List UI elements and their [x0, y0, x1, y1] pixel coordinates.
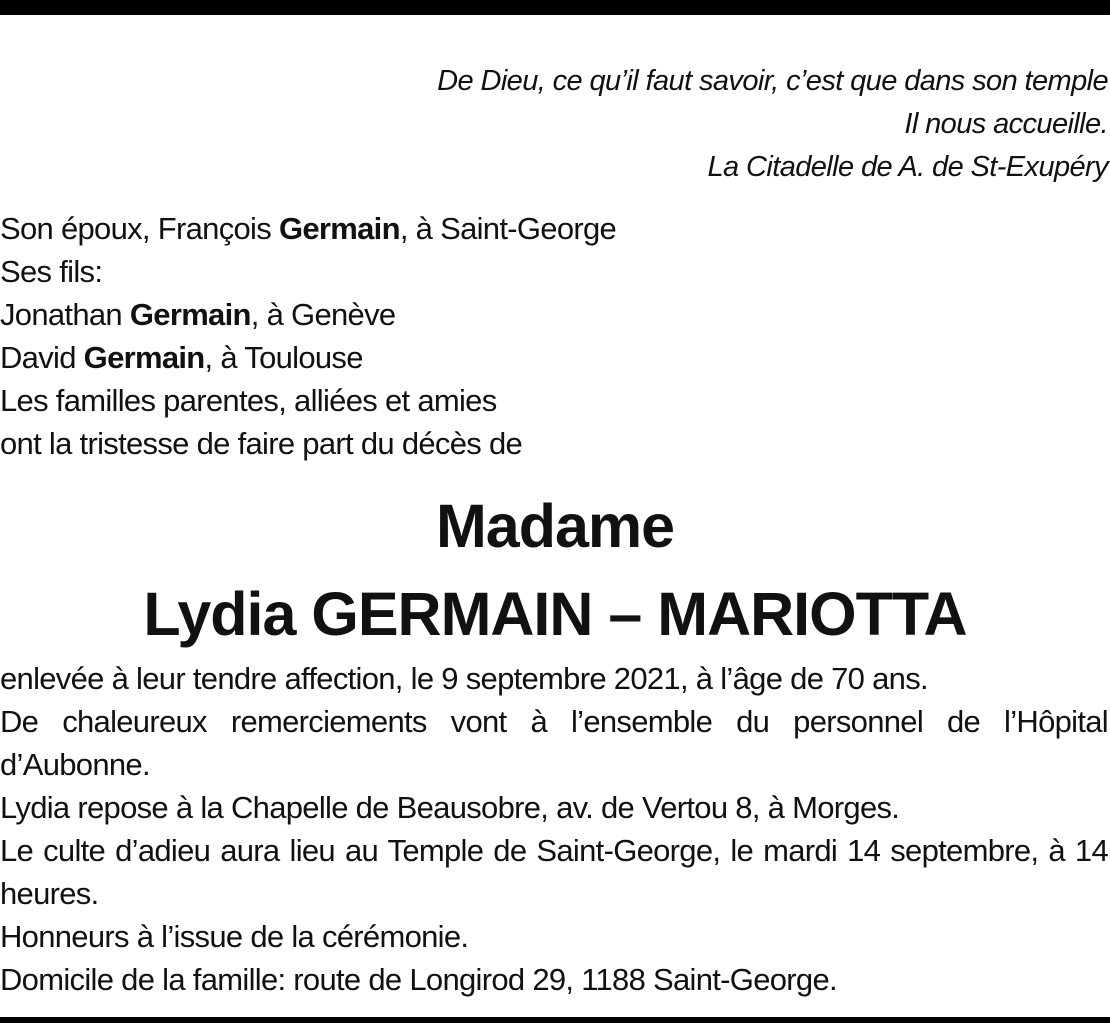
- son-1-name: Jonathan: [0, 297, 130, 332]
- deceased-full-name: Lydia GERMAIN – MARIOTTA: [143, 580, 967, 648]
- son-1-surname: Germain: [129, 297, 251, 332]
- quote-attribution: La Citadelle de A. de St-Exupéry: [707, 151, 1108, 183]
- family-son-1: [0, 293, 616, 336]
- husband-name: Son époux, François: [0, 211, 279, 246]
- bottom-border-rule: [0, 1017, 1110, 1023]
- obituary-details: [0, 657, 1108, 1001]
- family-husband: [0, 207, 616, 250]
- death-notice: enlevée à leur tendre affection, le 9 septembre 2021, à l’âge de 70 ans.: [0, 661, 928, 696]
- son-2-surname: Germain: [83, 340, 205, 375]
- top-border-rule: [0, 0, 1110, 15]
- family-announcement: ont la tristesse de faire part du décès de: [0, 426, 523, 461]
- son-1-location: , à Genève: [250, 297, 396, 332]
- quote-line-1: De Dieu, ce qu’il faut savoir, c’est que dans son temple: [437, 65, 1108, 97]
- husband-surname: Germain: [278, 211, 400, 246]
- son-2-name: David: [0, 340, 84, 375]
- thanks-notice: De chaleureux remerciements vont à l’ensemble du personnel de l’Hôpital d’Aubonne.: [0, 704, 1108, 782]
- service-notice: Le culte d’adieu aura lieu au Temple de Saint-George, le mardi 14 septembre, à 14 heures.: [0, 833, 1108, 911]
- quote-line-2: Il nous accueille.: [904, 108, 1108, 140]
- deceased-honorific: Madame: [435, 492, 675, 560]
- family-sons-label: Ses fils:: [0, 254, 103, 289]
- deceased-name-block: [0, 482, 1110, 658]
- resting-place-notice: Lydia repose à la Chapelle de Beausobre, av. de Vertou 8, à Morges.: [0, 790, 900, 825]
- honours-notice: Honneurs à l’issue de la cérémonie.: [0, 919, 469, 954]
- epigraph-quote: [208, 60, 1108, 189]
- family-address: Domicile de la famille: route de Longirod 29, 1188 Saint-George.: [0, 962, 837, 997]
- family-relatives: Les familles parentes, alliées et amies: [0, 383, 497, 418]
- family-son-2: [0, 336, 616, 379]
- son-2-location: , à Toulouse: [204, 340, 363, 375]
- family-list: [0, 207, 616, 465]
- husband-location: , à Saint-George: [399, 211, 617, 246]
